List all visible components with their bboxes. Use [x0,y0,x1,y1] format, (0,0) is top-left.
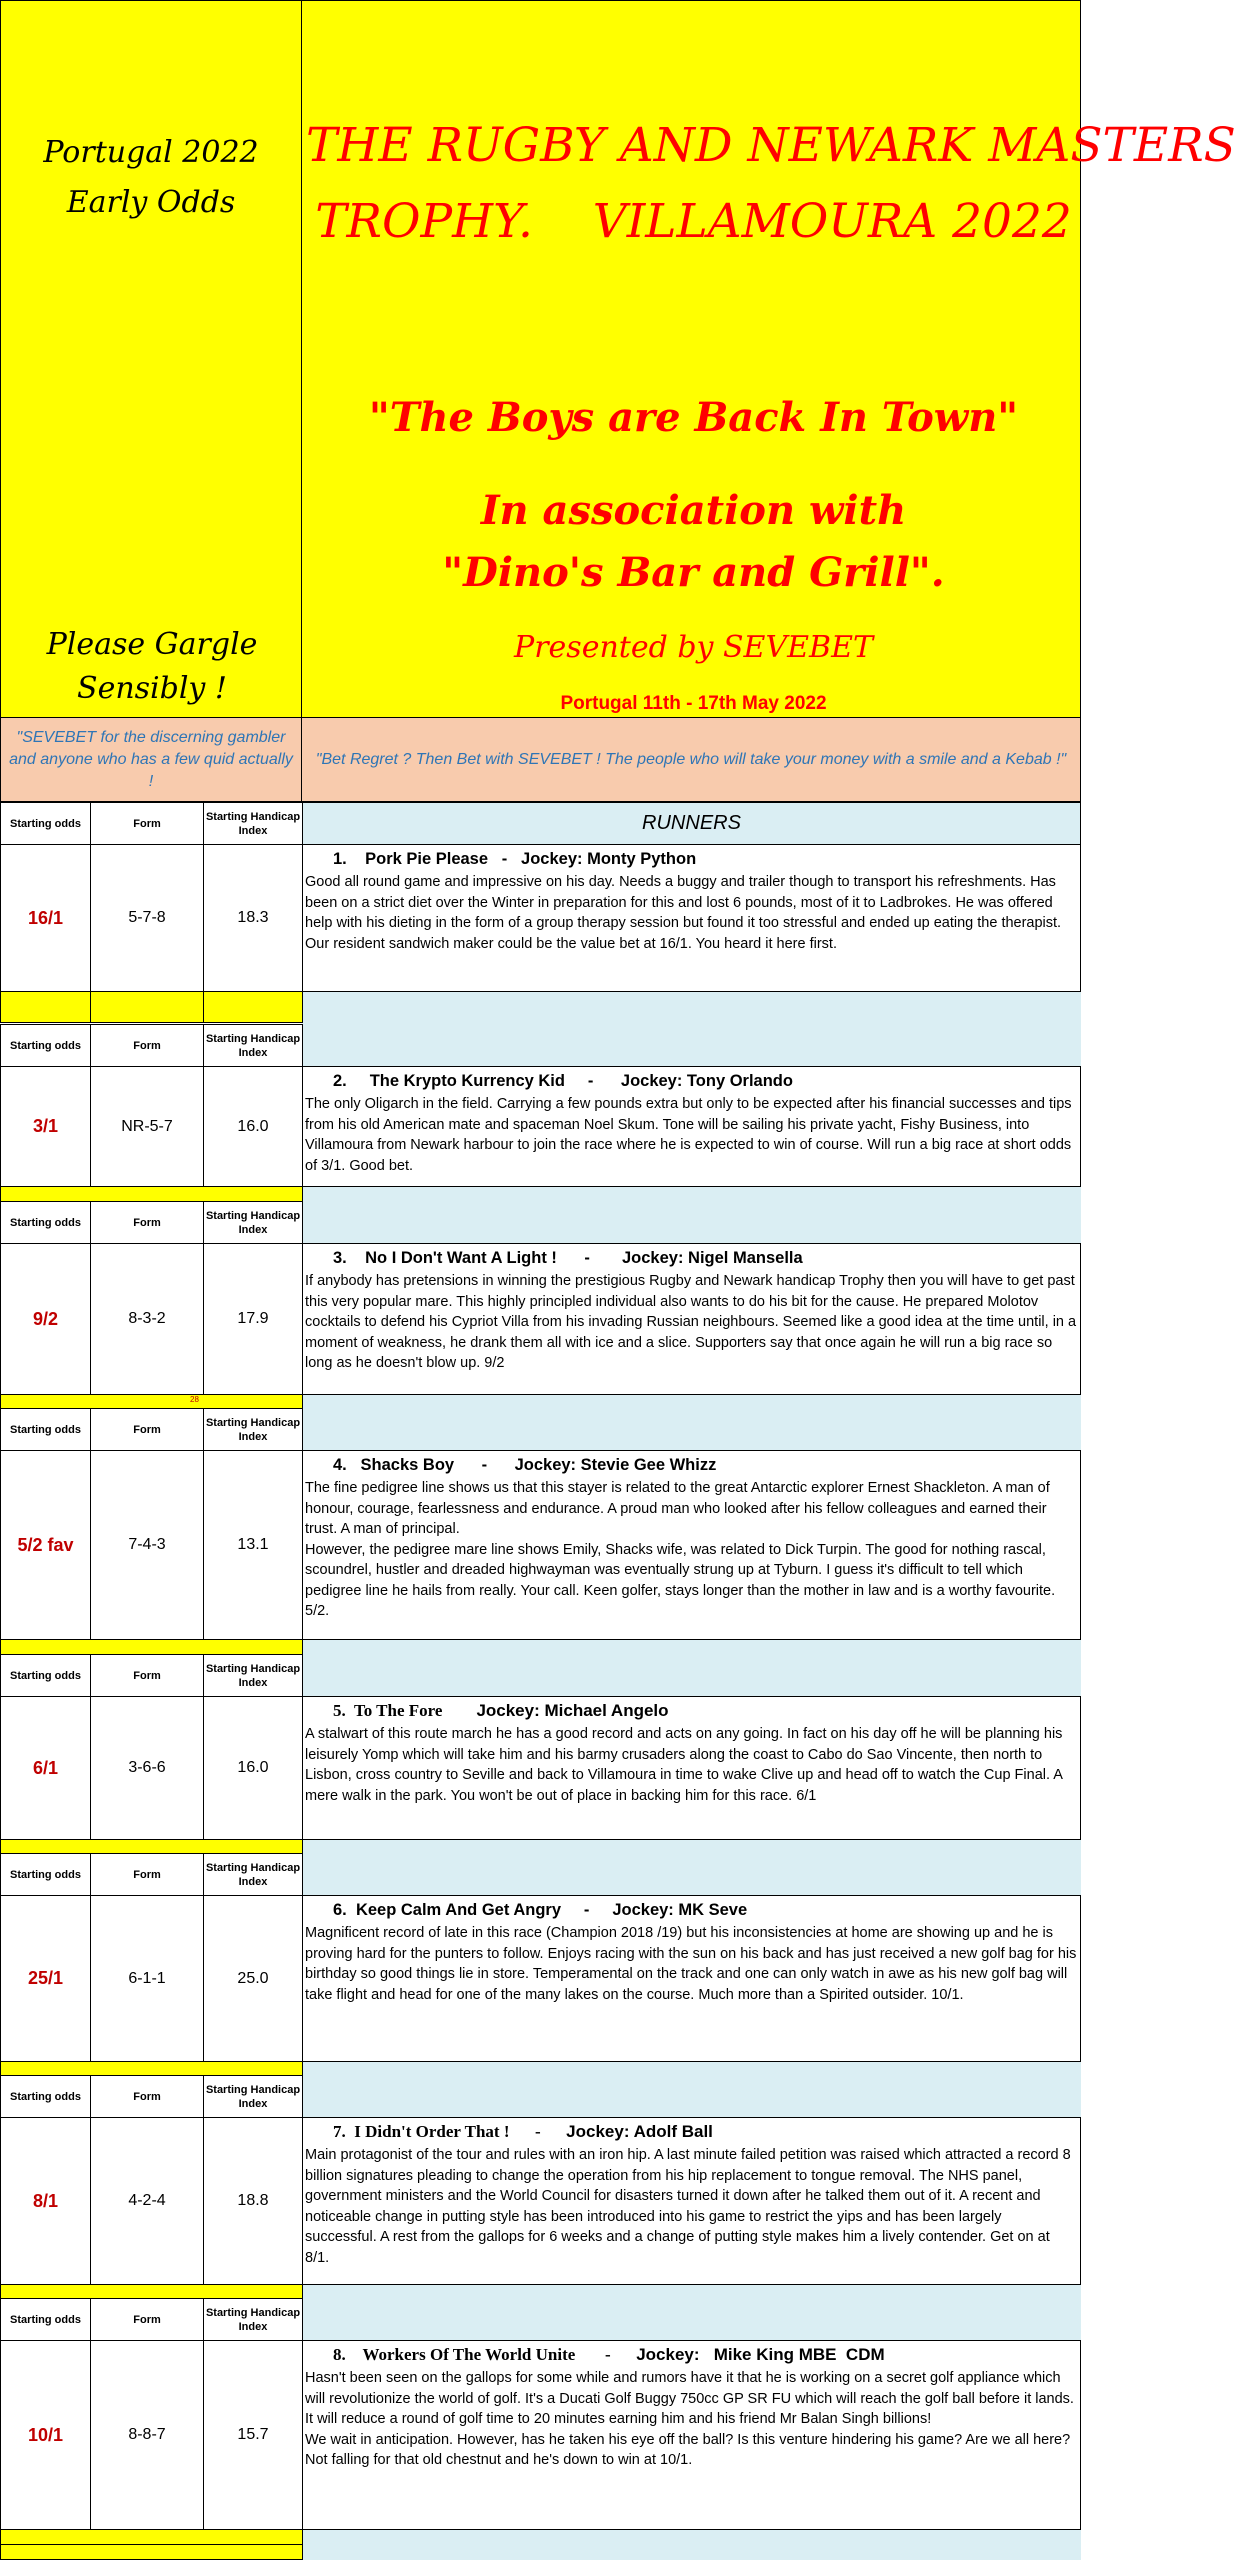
spacer [0,991,91,1023]
odds-header: Starting odds [0,1201,91,1244]
slogan: "The Boys are Back In Town" [368,394,1019,441]
spacer [0,2061,303,2076]
form-header: Form [90,1654,204,1697]
spacer [0,2284,303,2299]
runner-number: 2. [333,1072,347,1090]
form-cell: 8-3-2 [90,1243,204,1395]
runner-jockey: Jockey: Stevie Gee Whizz [514,1456,717,1474]
handicap-header: Starting Handicap Index [203,802,303,845]
runner-description: Main protagonist of the tour and rules with an iron hip. A last minute failed petition was raised which attracted a record 8 billion signatures pleading to change the operation from his hip replacement to tongue removal. The NHS panel, government ministers and the World Council for disasters turned it down after he talked them out of it. A recent and noticeable change in putting style has been introduced into his game to restrict the yips and has been largely successful. A rest from the gallops for 6 weeks and a change of putting style makes him a lively contender. Get on at 8/1. [305,2147,1071,2266]
odds-header: Starting odds [0,1654,91,1697]
handicap-cell: 15.7 [203,2340,303,2530]
small-marker: 28 [190,1395,199,1404]
runner-name: Keep Calm And Get Angry [355,1901,561,1919]
runner-number: 7. [333,2122,346,2141]
odds-cell: 5/2 fav [0,1450,91,1640]
runners-header: RUNNERS [302,802,1081,845]
handicap-cell: 13.1 [203,1450,303,1640]
odds-header: Starting odds [0,1408,91,1451]
handicap-header: Starting Handicap Index [203,1853,303,1896]
handicap-cell: 18.8 [203,2117,303,2285]
runner-title: 2. The Krypto Kurrency Kid - Jockey: Tony Orlando [333,1072,793,1090]
tour-dates: Portugal 11th - 17th May 2022 [560,693,827,714]
form-header: Form [90,1853,204,1896]
runner-title: 3. No I Don't Want A Light ! - Jockey: Nigel Mansella [333,1249,803,1267]
runner-title: 4. Shacks Boy - Jockey: Stevie Gee Whizz [333,1456,717,1474]
odds-cell: 3/1 [0,1066,91,1187]
handicap-cell: 18.3 [203,844,303,992]
runner-jockey: Jockey: Monty Python [521,850,697,868]
left-motto: Please Gargle Sensibly ! [46,627,258,706]
main-title-line2: TROPHY. VILLAMOURA 2022 [315,194,1072,249]
runner-jockey: Jockey: MK Seve [612,1901,748,1919]
handicap-header: Starting Handicap Index [203,2298,303,2341]
runner-name: Shacks Boy [360,1456,455,1474]
handicap-header: Starting Handicap Index [203,1408,303,1451]
main-title [306,108,1236,260]
form-header: Form [90,2075,204,2118]
runner-title: 1. Pork Pie Please - Jockey: Monty Python [333,850,697,868]
handicap-cell: 16.0 [203,1696,303,1840]
odds-header: Starting odds [0,802,91,845]
spacer [0,1186,303,1202]
runner-number: 1. [333,850,347,868]
runner-description: Hasn't been seen on the gallops for some while and rumors have it that he is working on a secret golf appliance which will revolutionize the world of golf. It's a Ducati Golf Buggy 750cc GP SR FU which will reach the golf ball before it lands. It will reduce a round of golf time to 20 minutes earning him and his friend Mr Balan Singh billions! We wait in anticipation. However, has he taken his eye off the ball? Is this venture hindering his game? Are we all here? Not falling for that old chestnut and he's down to win at 10/1. [305,2370,1074,2468]
spacer [203,991,303,1023]
odds-cell: 16/1 [0,844,91,992]
runner-card [302,1895,1081,2062]
runner-name: Pork Pie Please [365,850,489,868]
form-header: Form [90,1408,204,1451]
spacer [0,2529,303,2545]
form-cell: 5-7-8 [90,844,204,992]
runner-number: 6. [333,1901,347,1919]
handicap-header: Starting Handicap Index [203,1201,303,1244]
odds-cell: 8/1 [0,2117,91,2285]
runner-name: Workers Of The World Unite [362,2345,576,2364]
form-header: Form [90,1201,204,1244]
spacer [0,1394,303,1409]
runner-title: 7. I Didn't Order That ! - Jockey: Adolf Ball [333,2122,713,2141]
runner-description: A stalwart of this route march he has a good record and acts on any going. In fact on his day off he will be planning his leisurely Yomp which will take him and his barmy crusaders along the coast to Cabo do Sao Vincente, then north to Lisbon, cross country to Seville and back to Villamoura in time to wake Clive up and head off to watch the Cup Final. A mere walk in the park. You won't be out of place in backing him for this race. 6/1 [305,1726,1063,1804]
form-cell: NR-5-7 [90,1066,204,1187]
runner-title [303,1697,1080,1722]
runner-card [302,844,1081,992]
runner-name: The Krypto Kurrency Kid [369,1072,565,1090]
handicap-header: Starting Handicap Index [203,1024,303,1067]
banner-left: "SEVEBET for the discerning gambler and anyone who has a few quid actually ! [0,717,302,802]
runner-number: 8. [333,2345,346,2364]
odds-header: Starting odds [0,1853,91,1896]
runner-jockey: Jockey: Michael Angelo [476,1701,669,1720]
runner-card [302,1450,1081,1640]
runner-name: To The Fore [353,1701,443,1720]
handicap-header: Starting Handicap Index [203,2075,303,2118]
spacer [0,1639,303,1655]
presented-by: Presented by SEVEBET [514,630,873,665]
handicap-header: Starting Handicap Index [203,1654,303,1697]
form-cell: 3-6-6 [90,1696,204,1840]
form-cell: 8-8-7 [90,2340,204,2530]
handicap-cell: 17.9 [203,1243,303,1395]
runner-card [302,2340,1081,2530]
spacer [90,991,204,1023]
runner-number: 3. [333,1249,347,1267]
runner-number: 4. [333,1456,347,1474]
left-title: Portugal 2022 Early Odds [43,135,259,220]
odds-cell: 25/1 [0,1895,91,2062]
runner-card [302,1243,1081,1395]
runner-jockey: Jockey: Mike King MBE CDM [636,2345,885,2364]
association [306,480,1081,604]
runner-name: I Didn't Order That ! [354,2122,510,2141]
form-header: Form [90,2298,204,2341]
handicap-cell: 16.0 [203,1066,303,1187]
odds-cell: 6/1 [0,1696,91,1840]
runner-card [302,1696,1081,1840]
spacer [0,2544,303,2560]
main-title-line1: THE RUGBY AND NEWARK MASTERS [306,118,1236,173]
runner-title: 6. Keep Calm And Get Angry - Jockey: MK Seve [333,1901,748,1919]
runner-jockey: Jockey: Nigel Mansella [622,1249,803,1267]
odds-header: Starting odds [0,2075,91,2118]
banner-right: "Bet Regret ? Then Bet with SEVEBET ! The people who will take your money with a smile and a Kebab !" [301,717,1081,802]
runner-description: If anybody has pretensions in winning the prestigious Rugby and Newark handicap Trophy then you will have to get past this very popular mare. This highly principled individual also wants to do his bit for the cause. He prepared Molotov cocktails to defend his Cypriot Villa from his invading Russian neighbours. Seemed like a good idea at the time until, in a moment of weakness, he drank them all with ice and a slice. Supporters say that once again he will run a big race so long as he doesn't blow up. 9/2 [305,1273,1077,1371]
runner-number: 5. [333,1701,346,1720]
runner-description: Magnificent record of late in this race (Champion 2018 /19) but his inconsistencies at home are showing up and he is proving hard for the punters to follow. Enjoys racing with the sun on his back and has just received a new golf bag for his birthday so good things lie in store. Temperamental on the track and one can only watch in awe as his new golf bag will take flight and head for one of the many lakes on the course. Much more than a Spirited outsider. 10/1. [305,1925,1077,2003]
association-line2: "Dino's Bar and Grill". [442,549,945,596]
form-cell: 6-1-1 [90,1895,204,2062]
form-cell: 7-4-3 [90,1450,204,1640]
handicap-cell: 25.0 [203,1895,303,2062]
header-left-panel [0,0,302,718]
runner-title: 8. Workers Of The World Unite - Jockey: Mike King MBE CDM [333,2345,885,2364]
runner-description: Good all round game and impressive on his day. Needs a buggy and trailer though to transport his refreshments. Has been on a strict diet over the Winter in preparation for this and lost 6 pounds, most of it to Ladbrokes. He was offered help with his dieting in the form of a group therapy session but found it too stressful and ended up eating the therapist. Our resident sandwich maker could be the value bet at 16/1. You heard it here first. [305,874,1062,952]
odds-cell: 9/2 [0,1243,91,1395]
runner-name: No I Don't Want A Light ! [365,1249,557,1267]
association-line1: In association with [480,487,907,534]
runner-jockey: Jockey: Tony Orlando [620,1072,793,1090]
spacer [0,1839,303,1854]
odds-cell: 10/1 [0,2340,91,2530]
runner-description: The only Oligarch in the field. Carrying a few pounds extra but only to be expected after his financial successes and tips from his old American mate and spaceman Noel Skum. Tone will be sailing his private yacht, Fishy Business, into Villamoura from Newark harbour to join the race where he is expected to win of course. Will run a big race at short odds of 3/1. Good bet. [305,1096,1072,1174]
form-cell: 4-2-4 [90,2117,204,2285]
runner-card [302,1066,1081,1187]
form-header: Form [90,802,204,845]
runner-description: The fine pedigree line shows us that this stayer is related to the great Antarctic explorer Ernest Shackleton. A man of honour, courage, fearlessness and endurance. A proud man who looked after his fellow colleagues and earned their trust. A man of principal. However, the pedigree mare line shows Emily, Shacks wife, was related to Dick Turpin. The good for nothing rascal, scoundrel, hustler and dreaded highwayman was eventually strung up at Tyburn. I guess it's difficult to tell which pedigree line he hails from really. Your call. Keen golfer, stays longer than the mother in law and is a worthy favourite. 5/2. [305,1480,1056,1619]
runner-jockey: Jockey: Adolf Ball [566,2122,713,2141]
runner-card [302,2117,1081,2285]
odds-header: Starting odds [0,2298,91,2341]
form-header: Form [90,1024,204,1067]
odds-header: Starting odds [0,1024,91,1067]
